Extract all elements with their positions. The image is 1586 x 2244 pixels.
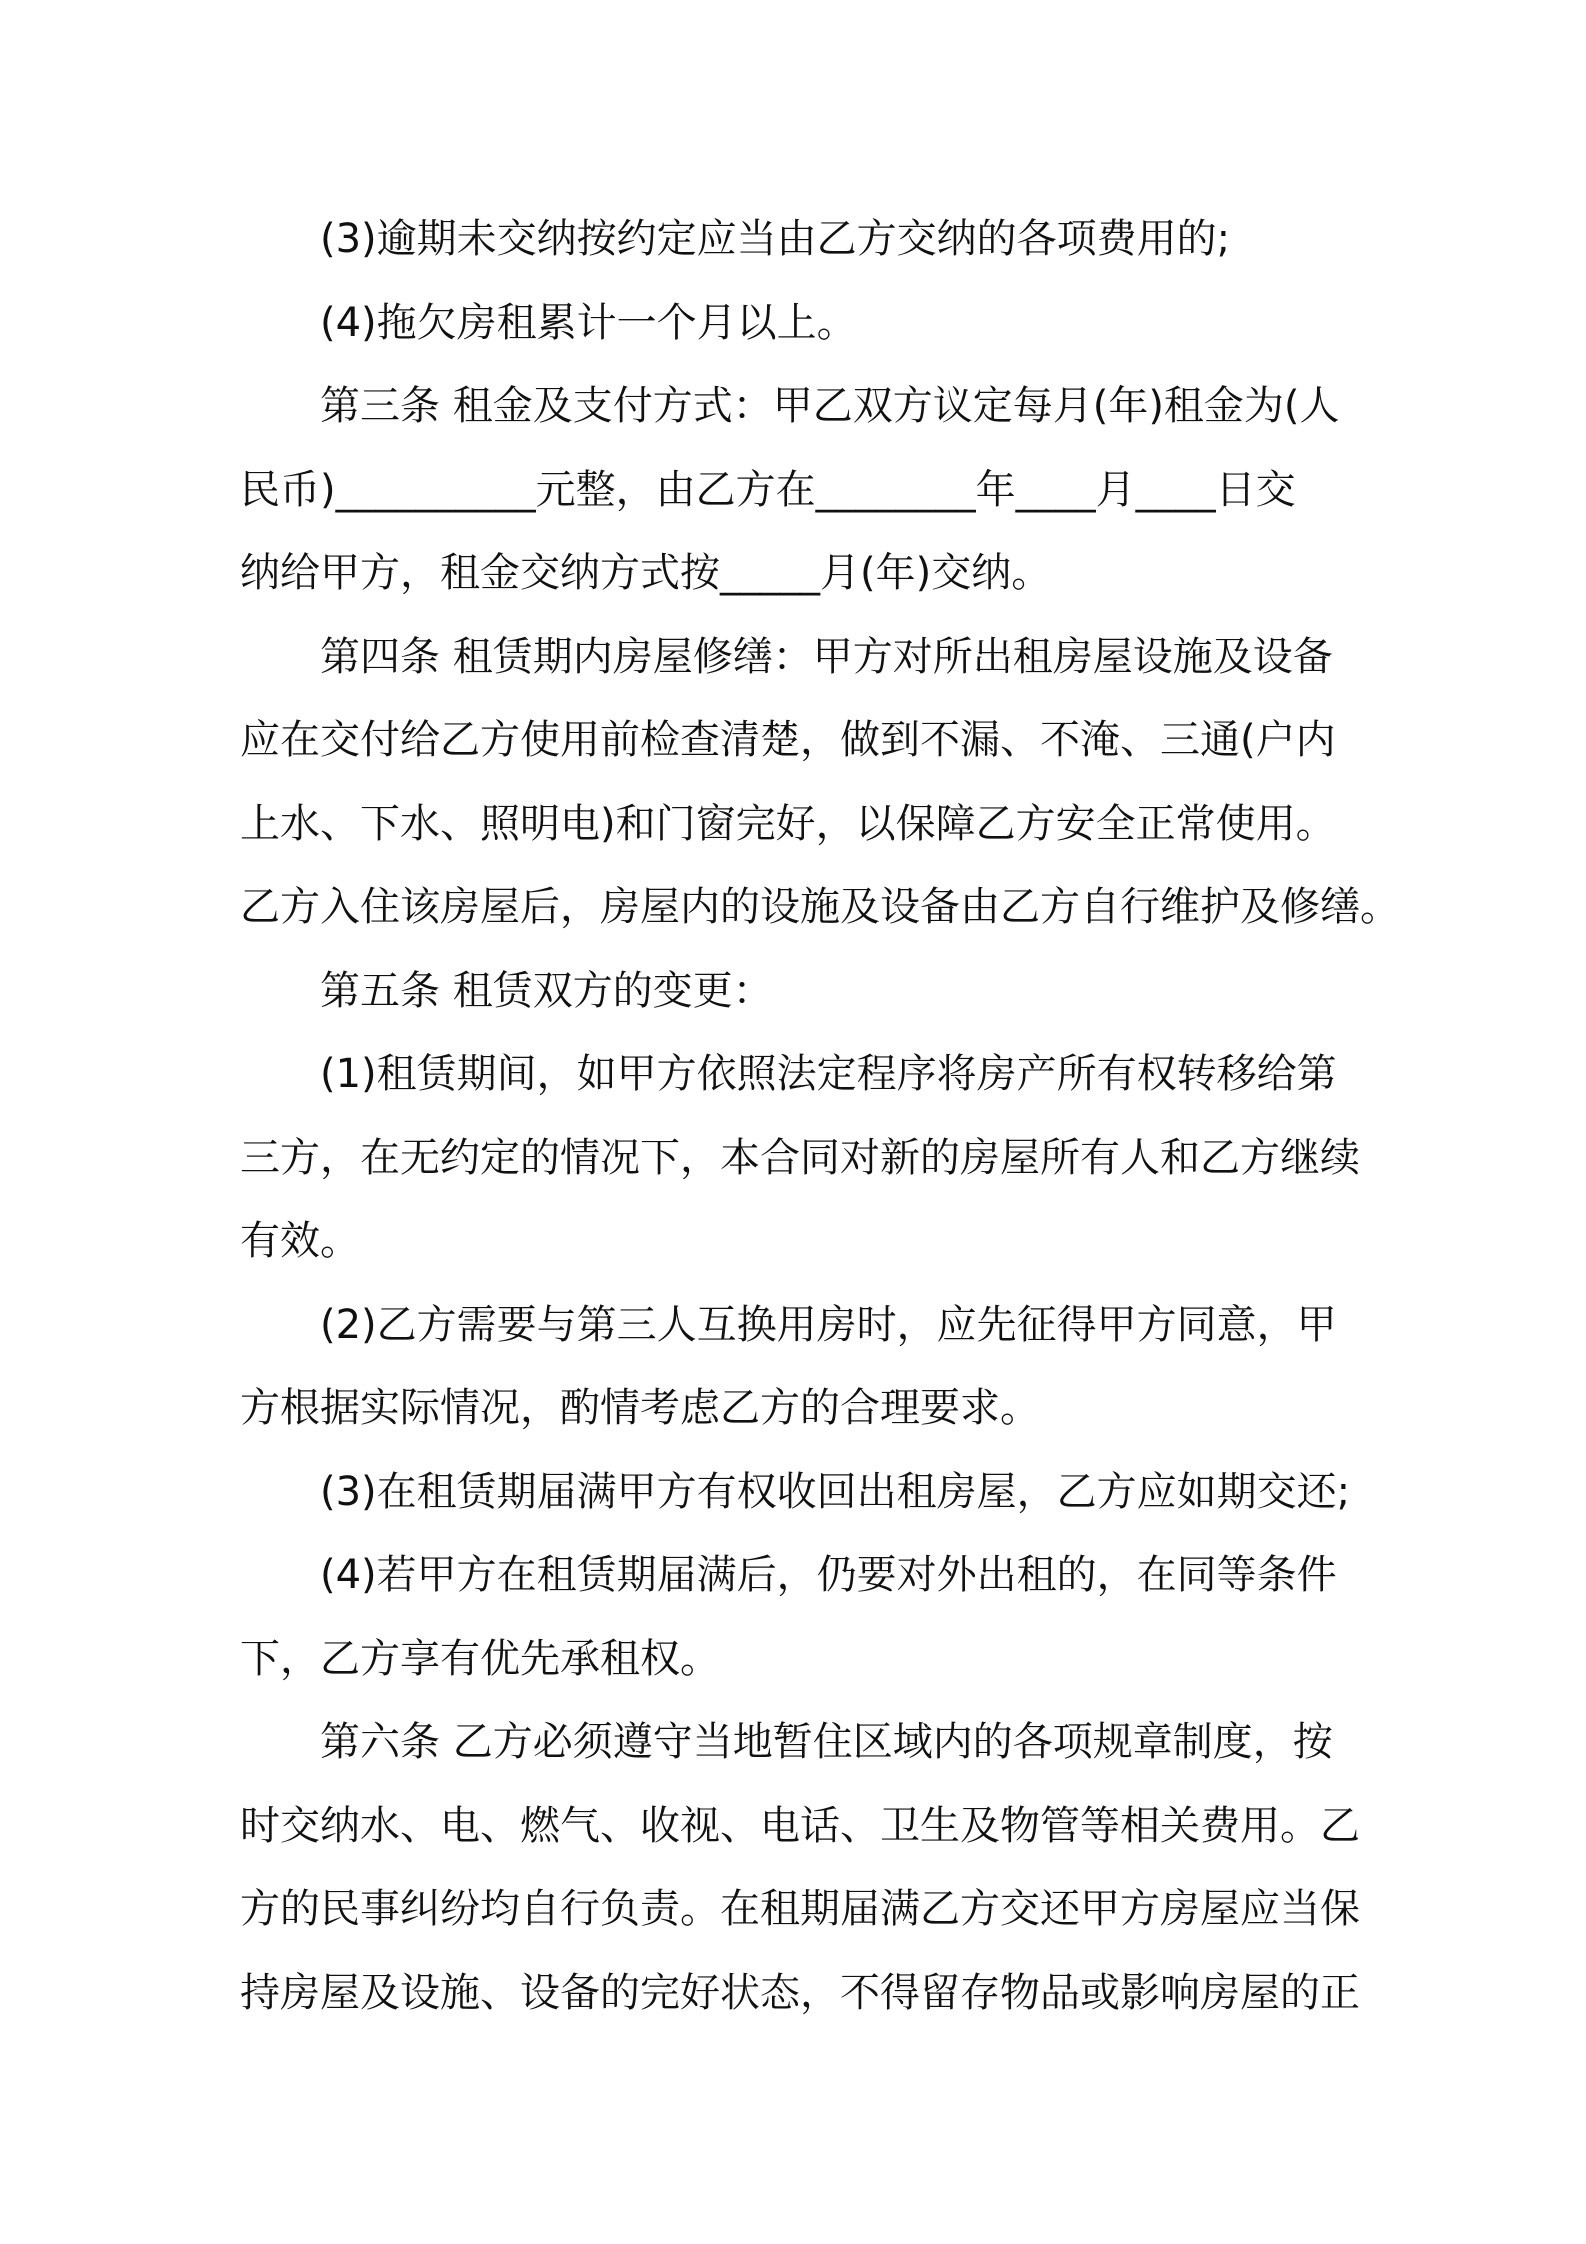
document-line: 第六条 乙方必须遵守当地暂住区域内的各项规章制度，按 — [320, 1719, 1333, 1765]
document-line: (4)若甲方在租赁期届满后，仍要对外出租的，在同等条件 — [320, 1552, 1337, 1598]
document-line: 应在交付给乙方使用前检查清楚，做到不漏、不淹、三通(户内 — [240, 717, 1336, 763]
document-line: 第三条 租金及支付方式：甲乙双方议定每月(年)租金为(人 — [320, 383, 1340, 429]
document-body — [240, 198, 1400, 2035]
document-line: (2)乙方需要与第三人互换用房时，应先征得甲方同意，甲 — [320, 1301, 1337, 1348]
document-line: 纳给甲方，租金交纳方式按_____月(年)交纳。 — [240, 550, 1052, 596]
document-line: 方根据实际情况，酌情考虑乙方的合理要求。 — [240, 1385, 1040, 1431]
document-line: 民币)__________元整，由乙方在________年____月____日交 — [240, 466, 1296, 513]
document-line: 第五条 租赁双方的变更： — [320, 967, 773, 1014]
document-line: (1)租赁期间，如甲方依照法定程序将房产所有权转移给第 — [320, 1051, 1337, 1097]
document-line: 三方，在无约定的情况下，本合同对新的房屋所有人和乙方继续 — [240, 1134, 1360, 1181]
document-line: 方的民事纠纷均自行负责。在租期届满乙方交还甲方房屋应当保 — [240, 1886, 1360, 1932]
document-line: 乙方入住该房屋后，房屋内的设施及设备由乙方自行维护及修缮。 — [240, 884, 1400, 930]
document-line: (3)在租赁期届满甲方有权收回出租房屋，乙方应如期交还; — [320, 1468, 1351, 1515]
document-line: 第四条 租赁期内房屋修缮：甲方对所出租房屋设施及设备 — [320, 633, 1333, 680]
document-line: 持房屋及设施、设备的完好状态，不得留存物品或影响房屋的正 — [240, 1969, 1360, 2016]
document-line: 时交纳水、电、燃气、收视、电话、卫生及物管等相关费用。乙 — [240, 1802, 1360, 1849]
document-line: 上水、下水、照明电)和门窗完好，以保障乙方安全正常使用。 — [240, 800, 1336, 847]
document-line: (4)拖欠房租累计一个月以上。 — [320, 299, 857, 346]
document-line: (3)逾期未交纳按约定应当由乙方交纳的各项费用的; — [320, 216, 1231, 262]
document-line: 有效。 — [240, 1218, 360, 1264]
document-line: 下，乙方享有优先承租权。 — [240, 1635, 720, 1682]
